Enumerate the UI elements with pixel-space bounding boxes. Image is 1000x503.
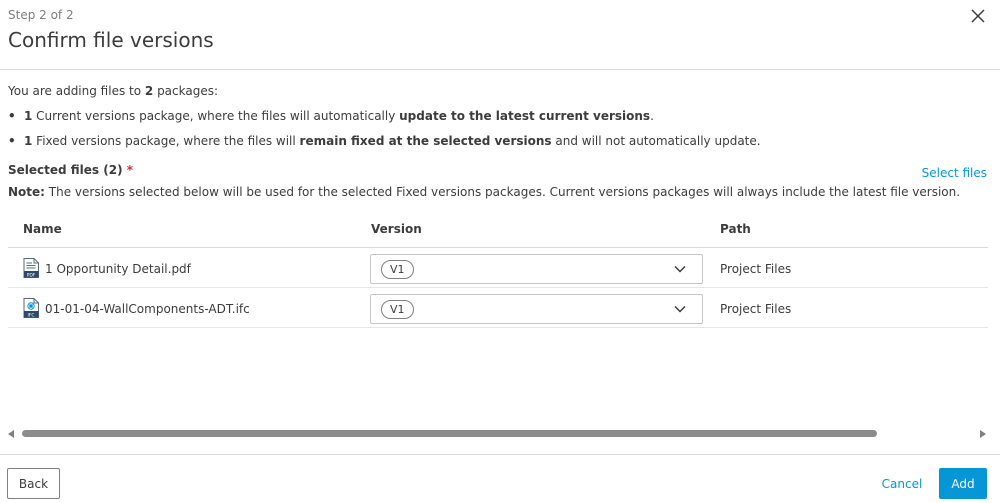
back-button[interactable]: Back: [7, 468, 60, 499]
chevron-down-icon: [674, 304, 686, 314]
bullet-current-versions: • 1 Current versions package, where the files will automatically update to the latest current versions.: [8, 109, 654, 123]
cancel-button[interactable]: Cancel: [876, 468, 928, 499]
file-path: Project Files: [720, 302, 792, 316]
file-name-cell: [23, 298, 250, 318]
bullet-fixed-versions: • 1 Fixed versions package, where the files will remain fixed at the selected versions and will not automatically update.: [8, 134, 761, 148]
add-button[interactable]: Add: [939, 468, 987, 499]
scroll-left-icon[interactable]: [8, 430, 14, 438]
file-name[interactable]: 01-01-04-WallComponents-ADT.ifc: [45, 302, 250, 316]
version-select[interactable]: [370, 294, 703, 324]
step-indicator: Step 2 of 2: [8, 8, 74, 22]
versions-note: Note: The versions selected below will be used for the selected Fixed versions packages. Current versions packages will always include the latest file version.: [8, 185, 961, 199]
dialog-footer: [0, 454, 1000, 503]
table-header: [8, 208, 988, 248]
files-table: [8, 208, 988, 328]
pdf-file-icon: [23, 258, 39, 278]
bullet-dot: •: [8, 109, 16, 123]
horizontal-scrollbar[interactable]: [8, 428, 988, 440]
selected-files-label: Selected files (2) *: [8, 163, 134, 177]
column-header-version[interactable]: Version: [371, 222, 422, 236]
table-row: [8, 288, 988, 328]
column-header-name[interactable]: Name: [23, 222, 62, 236]
required-mark: *: [126, 163, 134, 177]
file-path: Project Files: [720, 262, 792, 276]
scrollbar-thumb[interactable]: [22, 430, 877, 437]
file-name-cell: [23, 258, 191, 278]
bullet-dot: •: [8, 134, 16, 148]
close-icon[interactable]: [968, 6, 988, 26]
scroll-right-icon[interactable]: [980, 430, 986, 438]
select-files-link[interactable]: Select files: [921, 166, 987, 180]
column-header-path[interactable]: Path: [720, 222, 751, 236]
package-count: 2: [144, 84, 154, 98]
dialog-title: Confirm file versions: [8, 28, 214, 52]
dialog-header: [0, 0, 1000, 70]
version-pill: V1: [381, 300, 414, 319]
intro-text: You are adding files to 2 packages:: [8, 84, 219, 98]
svg-text:IFC: IFC: [27, 313, 35, 318]
svg-text:PDF: PDF: [26, 273, 36, 278]
version-pill: V1: [381, 260, 414, 279]
chevron-down-icon: [674, 264, 686, 274]
file-name[interactable]: 1 Opportunity Detail.pdf: [45, 262, 191, 276]
ifc-file-icon: [23, 298, 39, 318]
version-select[interactable]: [370, 254, 703, 284]
table-row: [8, 248, 988, 288]
